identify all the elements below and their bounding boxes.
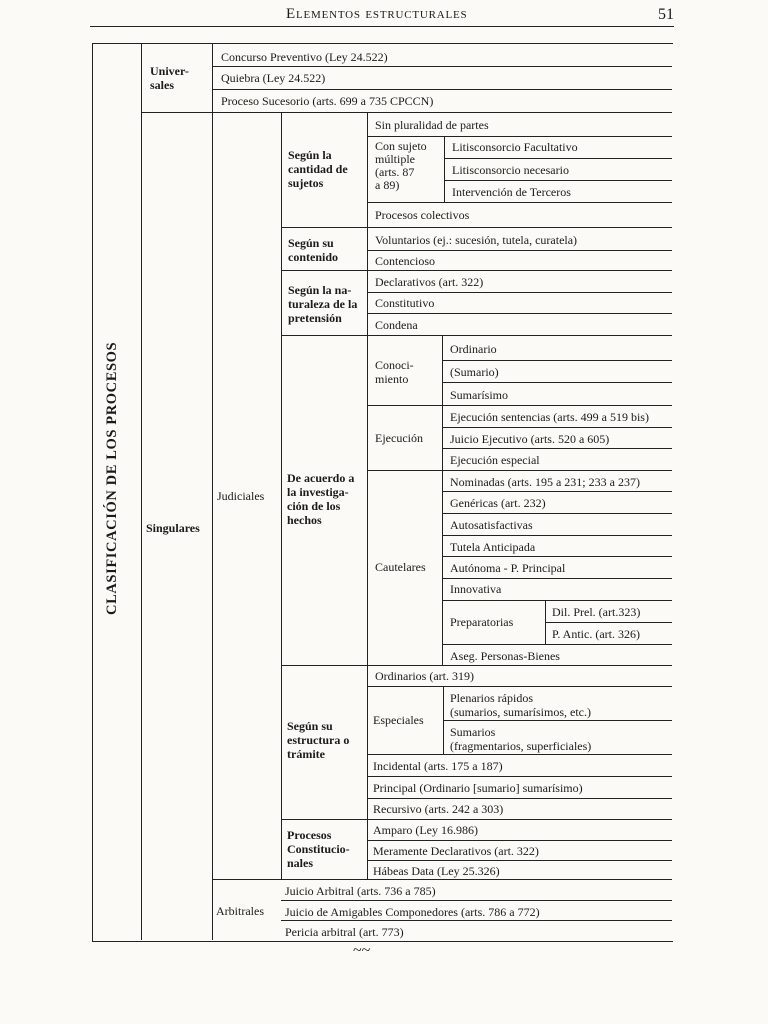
estructura-label: Según su estructura o trámite bbox=[287, 719, 350, 761]
contenido-item: Voluntarios (ej.: sucesión, tutela, curatela) bbox=[375, 233, 578, 247]
judiciales-label: Judiciales bbox=[217, 489, 265, 503]
divider bbox=[141, 43, 142, 940]
divider bbox=[367, 798, 672, 799]
divider bbox=[367, 292, 672, 293]
ejecucion-item: Ejecución especial bbox=[450, 453, 540, 467]
divider bbox=[444, 136, 445, 202]
divider bbox=[367, 136, 672, 137]
divider bbox=[141, 112, 672, 113]
divider bbox=[367, 840, 672, 841]
divider bbox=[367, 202, 672, 203]
ejecucion-item: Ejecución sentencias (arts. 499 a 519 bis) bbox=[450, 410, 649, 424]
cautelares-item: Nominadas (arts. 195 a 231; 233 a 237) bbox=[450, 475, 640, 489]
divider bbox=[545, 622, 672, 623]
divider bbox=[281, 227, 672, 228]
sujeto-multiple-label: Con sujeto múltiple (arts. 87 a 89) bbox=[375, 139, 427, 192]
divider bbox=[367, 250, 672, 251]
divider bbox=[444, 158, 672, 159]
estructura-item: Principal (Ordinario [sumario] sumarísimo) bbox=[373, 781, 583, 795]
constitucionales-item: Hábeas Data (Ley 25.326) bbox=[373, 864, 500, 878]
investigacion-label: De acuerdo a la investiga- ción de los hechos bbox=[287, 471, 355, 527]
cautelares-item: Autónoma - P. Principal bbox=[450, 561, 566, 575]
divider bbox=[367, 470, 672, 471]
divider bbox=[442, 335, 443, 665]
universales-item: Quiebra (Ley 24.522) bbox=[221, 71, 326, 85]
page-number: 51 bbox=[658, 6, 674, 23]
divider bbox=[442, 644, 672, 645]
naturaleza-item: Declarativos (art. 322) bbox=[375, 275, 484, 289]
divider bbox=[281, 900, 672, 901]
especiales-label: Especiales bbox=[373, 713, 424, 727]
universales-item: Concurso Preventivo (Ley 24.522) bbox=[221, 50, 388, 64]
divider bbox=[442, 600, 672, 601]
divider bbox=[442, 535, 672, 536]
especiales-item: Sumarios (fragmentarios, superficiales) bbox=[450, 725, 592, 753]
divider bbox=[442, 427, 672, 428]
divider bbox=[367, 754, 672, 755]
ordinarios: Ordinarios (art. 319) bbox=[375, 669, 474, 683]
divider bbox=[442, 513, 672, 514]
conocimiento-item: (Sumario) bbox=[450, 365, 499, 379]
divider bbox=[443, 720, 672, 721]
naturaleza-label: Según la na- turaleza de la pretensión bbox=[288, 283, 358, 325]
cautelares-item: Autosatisfactivas bbox=[450, 518, 533, 532]
cautelares-label: Cautelares bbox=[375, 560, 426, 574]
conocimiento-item: Ordinario bbox=[450, 342, 497, 356]
divider bbox=[367, 860, 672, 861]
cautelares-item: Innovativa bbox=[450, 582, 502, 596]
divider bbox=[442, 556, 672, 557]
ornament-icon: ~~ bbox=[353, 942, 371, 959]
ejecucion-item: Juicio Ejecutivo (arts. 520 a 605) bbox=[450, 432, 610, 446]
estructura-item: Incidental (arts. 175 a 187) bbox=[373, 759, 503, 773]
procesos-colectivos: Procesos colectivos bbox=[375, 208, 470, 222]
divider bbox=[212, 879, 672, 880]
vertical-title: CLASIFICACIÓN DE LOS PROCESOS bbox=[104, 341, 120, 615]
ejecucion-label: Ejecución bbox=[375, 431, 423, 445]
especiales-item: Plenarios rápidos (sumarios, sumarísimos, etc.) bbox=[450, 691, 591, 719]
arbitrales-label: Arbitrales bbox=[216, 904, 264, 918]
preparatorias-item: P. Antic. (art. 326) bbox=[552, 627, 640, 641]
divider bbox=[281, 335, 672, 336]
singulares-label: Singulares bbox=[146, 521, 200, 535]
divider bbox=[442, 382, 672, 383]
naturaleza-item: Constitutivo bbox=[375, 296, 435, 310]
litisconsorcio-item: Litisconsorcio Facultativo bbox=[452, 140, 578, 154]
divider bbox=[212, 89, 672, 90]
cautelares-item: Genéricas (art. 232) bbox=[450, 496, 546, 510]
naturaleza-item: Condena bbox=[375, 318, 418, 332]
preparatorias-item: Dil. Prel. (art.323) bbox=[552, 605, 641, 619]
page-header bbox=[90, 0, 674, 27]
constitucionales-item: Meramente Declarativos (art. 322) bbox=[373, 844, 539, 858]
divider bbox=[367, 313, 672, 314]
divider bbox=[442, 448, 672, 449]
divider bbox=[281, 665, 672, 666]
divider bbox=[367, 686, 672, 687]
divider bbox=[281, 819, 672, 820]
litisconsorcio-item: Litisconsorcio necesario bbox=[452, 163, 569, 177]
contenido-item: Contencioso bbox=[375, 254, 435, 268]
conocimiento-item: Sumarísimo bbox=[450, 388, 509, 402]
header-title: Elementos estructurales bbox=[286, 6, 468, 22]
arbitrales-item: Juicio Arbitral (arts. 736 a 785) bbox=[285, 884, 436, 898]
divider bbox=[281, 920, 672, 921]
divider bbox=[281, 270, 672, 271]
contenido-label: Según su contenido bbox=[288, 236, 339, 264]
estructura-item: Recursivo (arts. 242 a 303) bbox=[373, 802, 504, 816]
universales-label: Univer- sales bbox=[150, 64, 189, 92]
divider bbox=[442, 491, 672, 492]
divider bbox=[367, 405, 672, 406]
sin-pluralidad: Sin pluralidad de partes bbox=[375, 118, 489, 132]
cautelares-item: Tutela Anticipada bbox=[450, 540, 536, 554]
arbitrales-item: Pericia arbitral (art. 773) bbox=[285, 925, 404, 939]
universales-item: Proceso Sucesorio (arts. 699 a 735 CPCCN) bbox=[221, 94, 434, 108]
constitucionales-label: Procesos Constitucio- nales bbox=[287, 828, 350, 870]
conocimiento-label: Conoci- miento bbox=[375, 358, 414, 386]
constitucionales-item: Amparo (Ley 16.986) bbox=[373, 823, 478, 837]
divider bbox=[212, 66, 672, 67]
cantidad-label: Según la cantidad de sujetos bbox=[288, 148, 348, 190]
divider bbox=[444, 180, 672, 181]
divider bbox=[212, 43, 213, 940]
aseg-personas-bienes: Aseg. Personas-Bienes bbox=[450, 649, 560, 663]
divider bbox=[367, 776, 672, 777]
divider bbox=[442, 578, 672, 579]
arbitrales-item: Juicio de Amigables Componedores (arts. 786 a 772) bbox=[285, 905, 540, 919]
divider bbox=[442, 360, 672, 361]
litisconsorcio-item: Intervención de Terceros bbox=[452, 185, 571, 199]
preparatorias-label: Preparatorias bbox=[450, 615, 514, 629]
